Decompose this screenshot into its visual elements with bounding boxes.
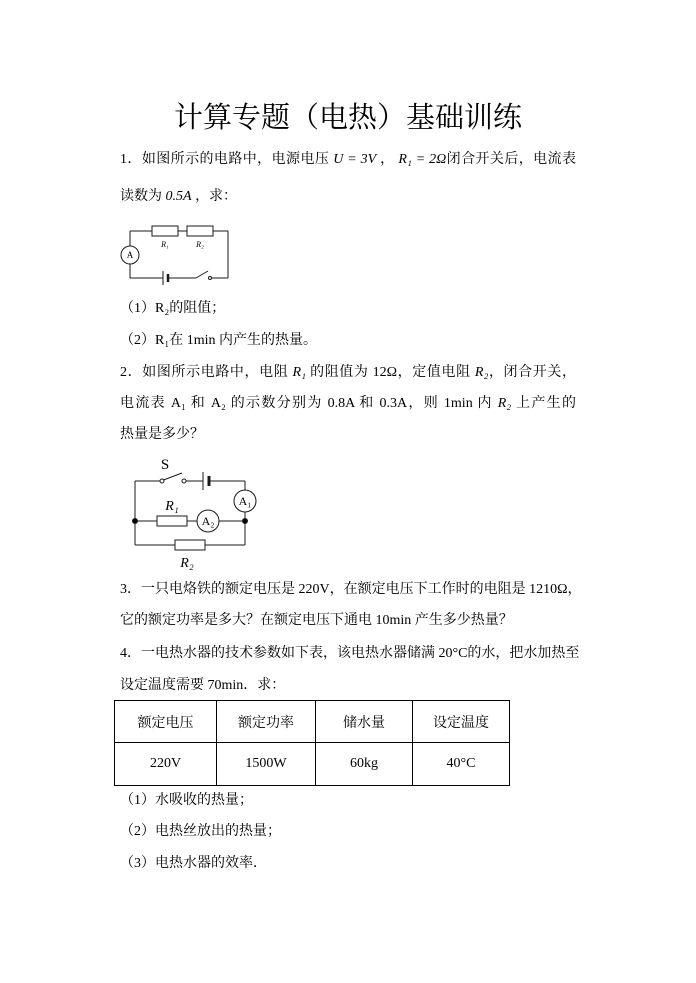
q1-line-2	[120, 187, 237, 207]
q2-line-2	[120, 394, 576, 414]
heater-spec-table	[114, 700, 510, 786]
ammeter-label: A	[126, 250, 134, 260]
junction-left	[133, 519, 138, 524]
q1-text: 读数为	[120, 189, 162, 204]
resistor-r2	[175, 540, 205, 550]
q1-text: 闭合开关后，电流表	[446, 152, 577, 167]
value-rated-voltage: 220V	[115, 743, 217, 786]
q4-item-1: （1）水吸收的热量；	[120, 793, 253, 808]
q2-r2: R₂	[497, 396, 512, 411]
q2-r1: R₁	[292, 365, 306, 380]
q4-line-1: 4．一电热水器的技术参数如下表，该电热水器储满 20°C的水，把水加热至	[120, 646, 580, 661]
table-header-row	[115, 701, 510, 743]
q1-voltage: U = 3V	[333, 152, 377, 167]
r1-label: R₁	[165, 499, 179, 514]
q1-circuit-diagram	[118, 220, 234, 286]
header-rated-voltage: 额定电压	[115, 701, 217, 743]
q1-text: 1．如图所示的电路中，电源电压	[120, 152, 330, 167]
q2-circuit-diagram	[128, 452, 268, 574]
q2-text: 2．如图所示电路中，电阻	[120, 365, 289, 380]
q2-line-3: 热量是多少？	[120, 427, 204, 442]
switch-blade	[164, 473, 183, 480]
q1-text: ，求：	[195, 189, 238, 204]
q1-item-2: （2）R₁在 1min 内产生的热量。	[120, 333, 317, 348]
r2-label: R₂	[180, 556, 194, 571]
header-set-temperature: 设定温度	[413, 701, 510, 743]
junction-right	[243, 519, 248, 524]
q1-line-1	[120, 150, 576, 170]
q2-r2: R₂	[474, 365, 489, 380]
value-rated-power: 1500W	[217, 743, 316, 786]
q1-comma: ，	[380, 152, 395, 167]
q2-text: 电流表 A₁ 和 A₂ 的示数分别为 0.8A 和 0.3A，则 1min 内	[120, 396, 493, 411]
header-water-capacity: 储水量	[316, 701, 413, 743]
resistor-r1	[152, 226, 178, 236]
resistor-r2	[187, 226, 213, 236]
q2-line-1	[120, 363, 576, 383]
value-set-temperature: 40°C	[413, 743, 510, 786]
q4-item-2: （2）电热丝放出的热量；	[120, 824, 281, 839]
q3-line-2: 它的额定功率是多大？在额定电压下通电 10min 产生多少热量？	[120, 613, 513, 628]
switch-blade	[196, 271, 208, 278]
q3-line-1: 3．一只电烙铁的额定电压是 220V，在额定电压下工作时的电阻是 1210Ω，	[120, 582, 582, 597]
value-water-capacity: 60kg	[316, 743, 413, 786]
ammeter-a1-label: A₁	[238, 494, 252, 508]
q1-current: 0.5A	[165, 189, 192, 204]
page-title: 计算专题（电热）基础训练	[173, 102, 522, 134]
switch-contact	[182, 479, 186, 483]
q1-item-1: （1）R₂的阻值；	[120, 301, 226, 316]
r1-label: R₁	[161, 240, 169, 249]
q2-text: 上产生的	[515, 396, 577, 411]
switch-label: S	[160, 457, 170, 473]
q2-text: 的阻值为 12Ω，定值电阻	[310, 365, 471, 380]
q2-text: ，闭合开关，	[488, 365, 577, 380]
q4-line-2: 设定温度需要 70min．求：	[120, 678, 286, 693]
header-rated-power: 额定功率	[217, 701, 316, 743]
r2-label: R₂	[196, 240, 204, 249]
resistor-r1	[157, 516, 187, 526]
switch-contact	[209, 277, 212, 280]
ammeter-a2-label: A₂	[201, 514, 215, 528]
q4-item-3: （3）电热水器的效率．	[120, 856, 267, 871]
q1-resistance: R₁ = 2Ω	[398, 152, 447, 167]
table-row	[115, 743, 510, 786]
